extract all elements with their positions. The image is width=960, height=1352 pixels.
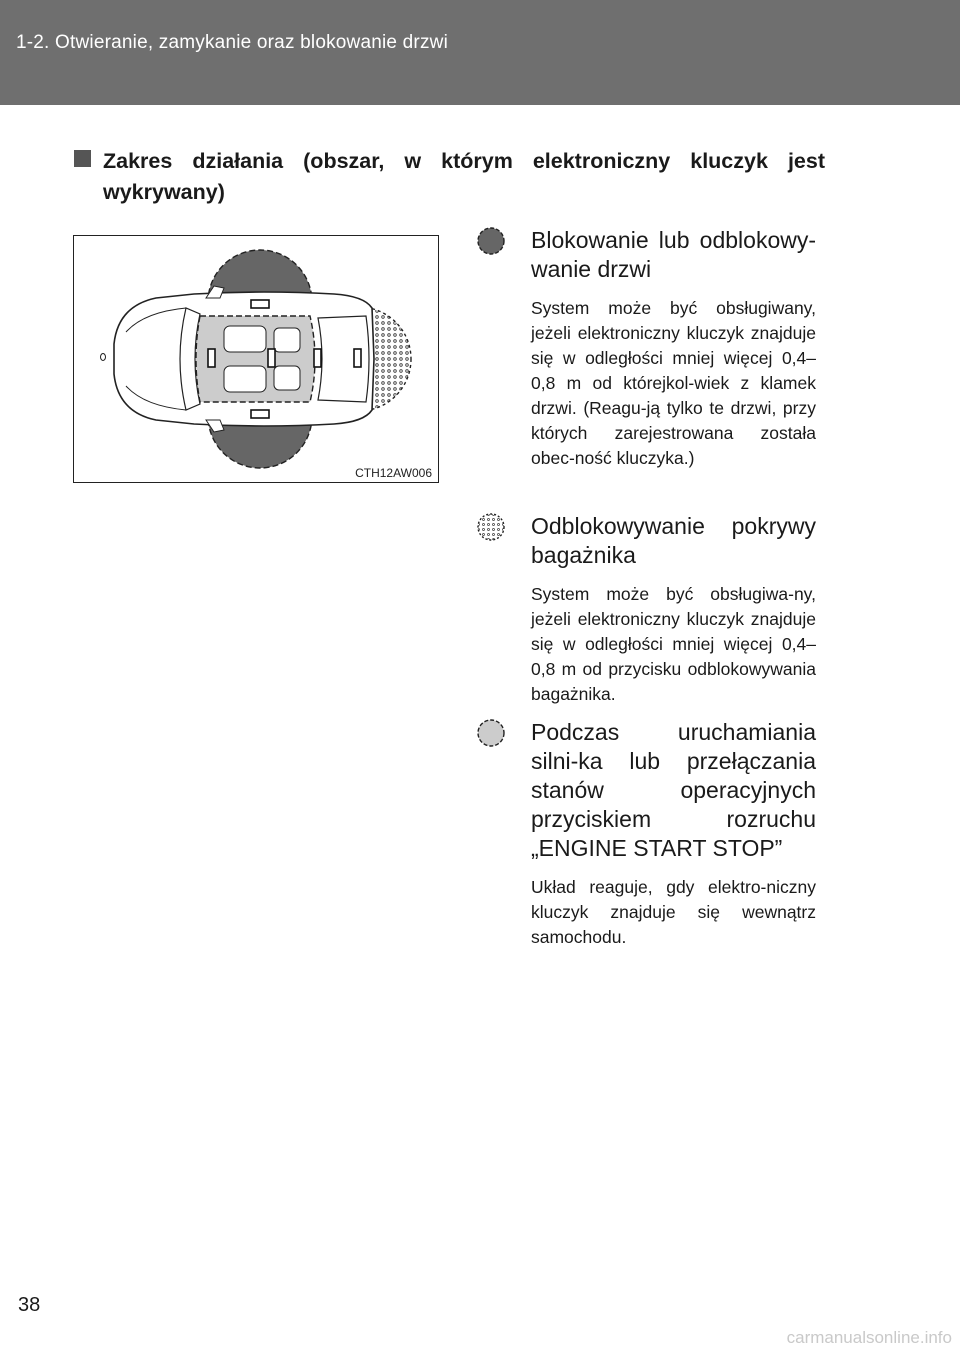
antenna-marker (354, 349, 361, 367)
antenna-marker (251, 410, 269, 418)
legend-item-door-lock (476, 226, 816, 471)
dotted-area-icon (476, 512, 506, 542)
legend-label: Odblokowywanie pokrywy bagażnika (531, 513, 816, 568)
legend-description: System może być obsługiwa-ny, jeżeli elektroniczny kluczyk znajduje się w odległości mniej więcej 0,4–0,8 m od przycisku odblokowywania bagażnika. (531, 584, 816, 704)
section-heading-text: Zakres działania (obszar, w którym elektroniczny kluczyk jest wykrywany) (103, 149, 825, 204)
antenna-marker (268, 349, 275, 367)
legend-description: Układ reaguje, gdy elektro-niczny kluczyk znajduje się wewnątrz samochodu. (531, 877, 816, 947)
chapter-title: 1-2. Otwieranie, zamykanie oraz blokowanie drzwi (16, 32, 449, 53)
dark-solid-area-icon (476, 226, 506, 256)
figure-code: CTH12AW006 (355, 466, 432, 480)
antenna-marker (208, 349, 215, 367)
light-interior-area-icon (476, 718, 506, 748)
legend-label: Podczas uruchamiania silni-ka lub przełączania stanów operacyjnych przyciskiem rozruchu „ENGINE START STOP” (531, 719, 816, 861)
page-number: 38 (18, 1294, 41, 1316)
watermark: carmanualsonline.info (786, 1328, 952, 1347)
antenna-marker (251, 300, 269, 308)
section-heading (96, 146, 825, 208)
legend-item-engine-start (476, 718, 816, 950)
detection-range-figure (73, 235, 439, 483)
legend-item-trunk (476, 512, 816, 707)
square-bullet-icon (74, 150, 91, 167)
car-top-view-diagram (74, 236, 438, 482)
legend-label: Blokowanie lub odblokowy-wanie drzwi (531, 227, 816, 282)
antenna-marker (314, 349, 321, 367)
page-header (0, 0, 960, 105)
legend-description: System może być obsługiwany, jeżeli elektroniczny kluczyk znajduje się w odległości mniej więcej 0,4–0,8 m od którejkol-wiek z klamek drzwi. (Reagu-ją tylko te drzwi, przy których zarejestrowana została obec-ność kluczyka.) (531, 298, 816, 468)
